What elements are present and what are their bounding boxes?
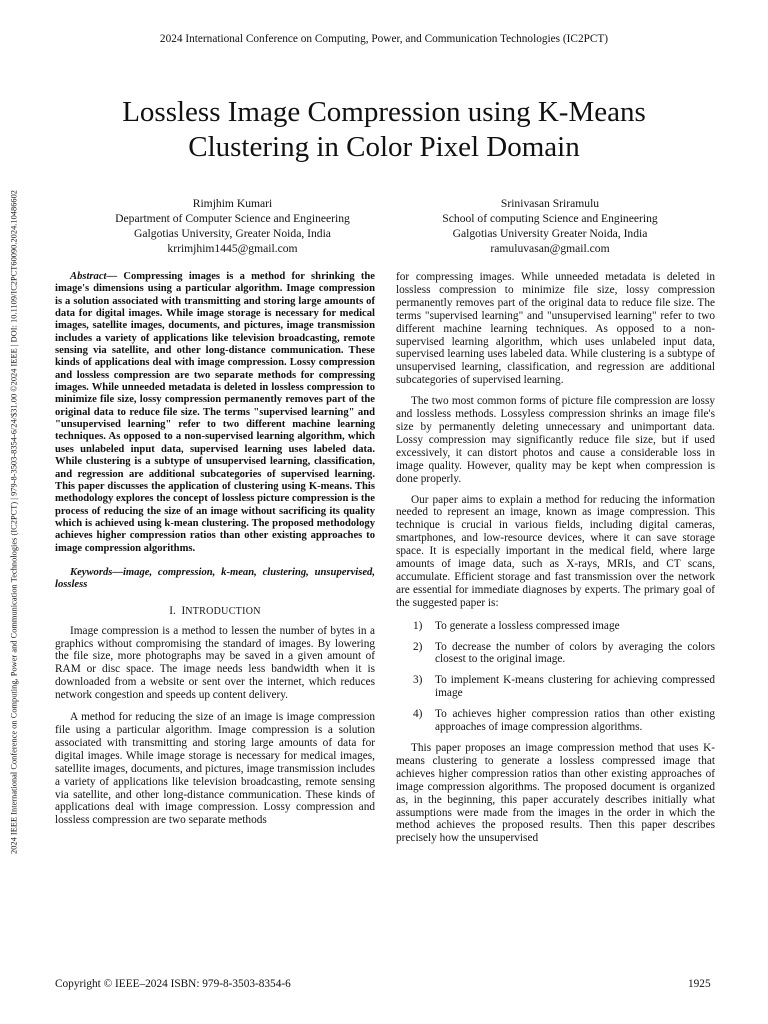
abstract-text: Compressing images is a method for shrinking the image's dimensions using a particular algorithm. Image compression is a solution associated with transmitting and storing large amounts of data for digital images. While image storage is necessary for medical images, satellite images, documents, and pictures, image transmission includes a variety of applications like television broadcasting, remote sensing via satellite, and other long-distance communication. These kinds of applications deal with image compression. Lossy compression and lossless compression are two separate methods for compressing images. While unneeded metadata is deleted in lossless compression to minimize file size, lossy compression permanently removes part of the original data to reduce file size. The terms "supervised learning" and "unsupervised learning" refer to two different machine learning techniques. As opposed to a non-supervised learning algorithm, which uses unlabeled input data, supervised learning uses labeled data. While clustering is a subtype of unsupervised learning, classification, and regression are additional subcategories of supervised learning. This paper discusses the application of clustering using K-means. This methodology explores the concept of lossless picture compression is the process of reducing the size of an image without sacrificing its quality which is achieved using k-mean clustering. The proposed methodology achieves higher compression ratios than other existing approaches to image compression algorithms. (55, 271, 375, 554)
author-affiliation: Galgotias University, Greater Noida, India (134, 227, 331, 240)
list-item-text: To decrease the number of colors by averaging the colors closest to the original image. (435, 640, 715, 666)
section-numeral: I. (169, 604, 176, 617)
doi-side-strip (6, 100, 22, 945)
list-item-text: To achieves higher compression ratios than other existing approaches of image compression algorithms. (435, 708, 715, 734)
author-name: Rimjhim Kumari (192, 197, 273, 210)
section-heading-introduction (55, 605, 375, 619)
list-item-text: To generate a lossless compressed image (435, 619, 620, 632)
section-title-rest: NTRODUCTION (185, 605, 261, 617)
left-column (55, 271, 375, 827)
author-name: Srinivasan Sriramulu (500, 197, 600, 210)
list-item (396, 674, 715, 700)
title-line-1: Lossless Image Compression using K-Means (122, 96, 646, 128)
author-email: ramuluvasan@gmail.com (490, 242, 610, 255)
abstract-dash: — (106, 271, 124, 282)
paragraph-paper-aims: Our paper aims to explain a method for reducing the information needed to represent an image, known as image compression. This technique is crucial in various fields, including digital cameras, smartphones, and low-resource devices, where it can save storage space. It is especially important in the medical field, where large amounts of image data, such as X-rays, MRIs, and CT scans, accumulate. Efficient storage and fast transmission over the network are essential for immediate diagnoses by experts. The primary goal of the suggested paper is: (396, 493, 715, 609)
keywords (55, 567, 375, 592)
page-number: 1925 (688, 978, 711, 990)
keywords-lead: Keywords (70, 566, 113, 578)
list-item (396, 641, 715, 667)
list-item-number: 4) (413, 708, 423, 721)
list-item-number: 1) (413, 619, 423, 632)
author-block-1 (65, 196, 400, 256)
objectives-list (396, 620, 715, 734)
author-email: krrimjhim1445@gmail.com (167, 242, 298, 255)
intro-paragraph-2: A method for reducing the size of an image is image compression file using a particular algorithm. Image compression is a solution associated with transmitting and storing large amounts of data for digital images. While image storage is necessary for medical images, satellite images, documents, and pictures, image transmission includes a variety of applications like television broadcasting, remote sensing via satellite, and other long-distance communication. These kinds of applications deal with image compression. Lossy compression and lossless compression are two separate methods (55, 711, 375, 827)
list-item (396, 708, 715, 734)
paragraph-compression-forms: The two most common forms of picture file compression are lossy and lossless methods. Lossyless compression shrinks an image file's size by permanently deleting unnecessary and unimportant data. Lossy compression may significantly reduce file size, but if used excessively, it can distort photos and cause a considerable loss in image quality. However, quality may be kept when compression is done properly. (396, 395, 715, 485)
abstract (55, 271, 375, 555)
doi-side-text: 2024 IEEE International Conference on Computing, Power and Communication Technologies (IC2PCT) | 979-8-3503-8354-6/24/$31.00 ©2024 IEEE | DOI: 10.1109/IC2PCT60090.2024.10486602 (9, 190, 19, 854)
title-line-2: Clustering in Color Pixel Domain (188, 131, 580, 163)
list-item-text: To implement K-means clustering for achieving compressed image (435, 674, 715, 700)
author-department: School of computing Science and Engineering (442, 212, 658, 225)
list-item-number: 2) (413, 640, 423, 653)
section-title-first: I (181, 604, 186, 617)
list-item-number: 3) (413, 674, 423, 687)
keywords-text: —image, compression, k-mean, clustering, unsupervised, lossless (55, 566, 375, 591)
footer-copyright: Copyright © IEEE–2024 ISBN: 979-8-3503-8354-6 (55, 978, 291, 990)
author-affiliation: Galgotias University Greater Noida, India (452, 227, 648, 240)
list-item (396, 620, 715, 633)
conference-header: 2024 International Conference on Computing, Power, and Communication Technologies (IC2PCT) (159, 33, 609, 45)
intro-paragraph-1: Image compression is a method to lessen the number of bytes in a graphics without compromising the standard of images. By lowering the file size, more photographs may be saved in a given amount of RAM or disc space. The image needs less bandwidth when it is downloaded from a website or sent over the internet, which reduces network congestion and speeds up content delivery. (55, 624, 375, 702)
right-column (396, 271, 715, 845)
continued-paragraph: for compressing images. While unneeded metadata is deleted in lossless compression to minimize file size, lossy compression permanently removes part of the original data to reduce file size. The terms "supervised learning" and "unsupervised learning" refer to two different machine learning techniques. As opposed to a non-supervised learning algorithm, which uses unlabeled input data, supervised learning uses labeled data. While clustering is a subtype of unsupervised learning, classification, and regression are additional subcategories of supervised learning. (396, 271, 715, 387)
paper-title (60, 95, 708, 165)
abstract-lead: Abstract (70, 271, 107, 282)
author-block-2 (380, 196, 720, 256)
paragraph-proposal: This paper proposes an image compression method that uses K-means clustering to generate a lossless compressed image that achieves higher compression ratios than other existing approaches of image compression algorithms. The proposed document is organized as, in the beginning, this paper accurately describes initially what assumptions were made from the images in the order in which the method achieves the proposed results. Then this paper describes precisely how the unsupervised (396, 742, 715, 845)
author-department: Department of Computer Science and Engineering (115, 212, 350, 225)
